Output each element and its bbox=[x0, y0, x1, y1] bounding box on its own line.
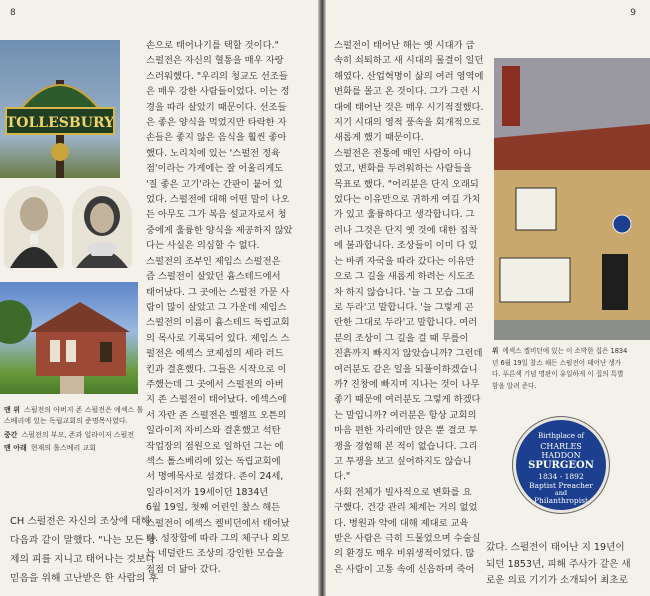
left-body-text: 손으로 태어나기를 택할 것이다." 스펄전은 자신의 혈통을 매우 자랑 스러워했다. "우리의 청교도 선조들 은 매우 강한 사람들이었다. 이는 정 경을 따라 살았기 때문이다. 선조들 은 좋은 양식을 먹었지만 타락한 자 손들은 좋지 않은 음식을 훨씬 좋아 했다. 노리치에 있는 '스펄전 정육 점'이라는 가게에는 잘 어울리게도 '질 좋은 고기'라는 간판이 붙어 있 었다. 스펄전에 대해 어떤 말이 나오 든 아무도 그가 복음 설교자로서 청 중에게 훌륭한 양식을 제공하지 않았 다는 사실은 의심할 수 없다. 스펄전의 조부인 제임스 스펄전은 즘 스펄전이 살았던 흄스테드에서 태어났다. 그 곳에는 스펄전 가문 사 람이 많이 살았고 그 가운데 제임스 스펄전의 이름이 흄스테드 독립교회 의 목사로 기록되어 있다. 제임스 스 펄전은 에섹스 코제섬의 세라 러드 킨과 결혼했다. 그들은 시작으로 이 주했는데 그 곳에서 스펄전의 아버 지 존 스펄전이 태어났다. 에섹스에 서 자란 존 스펄전은 벨챔프 오튼의 일라이저 자비스와 결혼했고 석탄 작업장의 점원으로 일하던 그는 에 섹스 톨스베리에 있는 독립교회에 서 명예목사로 섬겼다. 존이 24세, 일라이저가 19세이던 1834년 6월 19일, 첫째 어린인 찰스 해든 스펄전이 에섹스 켈비던에서 태어났 다. 성장함에 따라 그의 체구나 외모 는 네덜란드 조상의 강인한 모습을 점점 더 닮아 갔다. bbox=[146, 40, 293, 575]
portrait-john-spurgeon bbox=[4, 186, 64, 268]
right-tail-text: 갔다. 스펄전이 태어난 지 19년이 되던 1853년, 피해 주사가 같은 새 로운 의료 기기가 소개되어 최초로 bbox=[486, 542, 631, 586]
caption-middle: 중간 스펄전의 부모, 존과 일라이저 스펄전 bbox=[4, 431, 135, 439]
book-gutter bbox=[318, 0, 326, 596]
page-number: 8 bbox=[10, 8, 16, 18]
intro-text: CH 스펄전은 자신의 조상에 대해 다음과 같이 말했다. "나는 모든 황 제의 피를 지니고 태어나는 것보다 믿음을 위해 고난받은 한 사람의 후 bbox=[10, 516, 159, 584]
caption-top-cont: 스베리에 있는 독립교회의 준명목사였다. bbox=[4, 417, 128, 425]
page-number: 9 bbox=[630, 8, 636, 18]
portrait-eliza-spurgeon bbox=[72, 186, 132, 268]
spurgeon-birthplace-photo bbox=[494, 58, 650, 340]
sign-text: TOLLESBURY bbox=[5, 115, 115, 131]
caption-top: 맨 위 스펄전의 아버지 존 스펄전은 에섹스 톨 bbox=[4, 406, 144, 414]
caption-bottom: 맨 아래 현재의 톨스베리 교회 bbox=[4, 444, 97, 452]
tollesbury-church-photo bbox=[0, 282, 138, 394]
right-caption: 위 에섹스 켈비던에 있는 이 소박한 집은 1834 년 6월 19일 찰스 해든 스펄전이 태어난 생가 다. 푸른색 기념 명판이 유일하게 이 집의 특별 함을 알려 준다. bbox=[492, 347, 628, 390]
left-page bbox=[0, 0, 318, 596]
blue-plaque: Birthplace of CHARLES HADDON SPURGEON 1834 - 1892 Baptist Preacher and Philanthropist bbox=[513, 417, 609, 513]
right-body-text: 스펄전이 태어난 해는 옛 시대가 급 속히 쇠퇴하고 새 시대의 물결이 일던 해였다. 산업혁명이 삶의 여러 영역에 변화를 몰고 온 것이다. 그가 그런 시 대에 태어난 것은 매우 시기적절했다. 지기 시대의 영적 풍속을 회개적으로 새롭게 했기 때문이다. 스펄전은 전통에 매인 사람이 아니 었고, 변화를 두려워하는 사람들을 목표로 했다. "어리분은 단지 오래되 었다는 이유만으로 귀하게 여길 가치 가 있고 훌륭하다고 생각합니다. 그 러나 그것은 단지 옛 것에 대한 집착 에 불과합니다. 조상들이 이미 다 있 는 바퀴 자국을 따라 갔다는 이유만 으로 그 길을 새롭게 하려는 시도조 차 하지 않습니다. '늘 그 모습 그대 로 두라'고 말합니다. '늘 그렇게 곤 란한 그대로 두라'고 말합니다. 여러 분의 조상이 그 길을 걸 때 무릎이 진흙까지 빠지지 않았습니까? 그런데 여러분도 같은 일을 되풀이하겠습니 까? 진창에 빠지며 지나는 것이 나무 좋기 때문에 여러분도 그렇게 하겠다 는 말입니까? 여러분은 항상 교회의 마음 편한 자리에만 앉은 뿐 결코 투 쟁을 경험해 본 적이 없습니다. 그리 고 투쟁을 보고 싶어하지도 않습니 다." 사회 전체가 빌사적으로 변화를 요 구했다. 건강 관리 체계는 거의 없었 다. 병원과 약에 대해 제대로 교육 받은 사람은 극히 드물었으며 수술실 의 환경도 매우 비위생적이었다. 많 은 사람이 고통 속에 신음하며 죽어 bbox=[334, 40, 484, 575]
tollesbury-sign-photo bbox=[0, 40, 120, 178]
